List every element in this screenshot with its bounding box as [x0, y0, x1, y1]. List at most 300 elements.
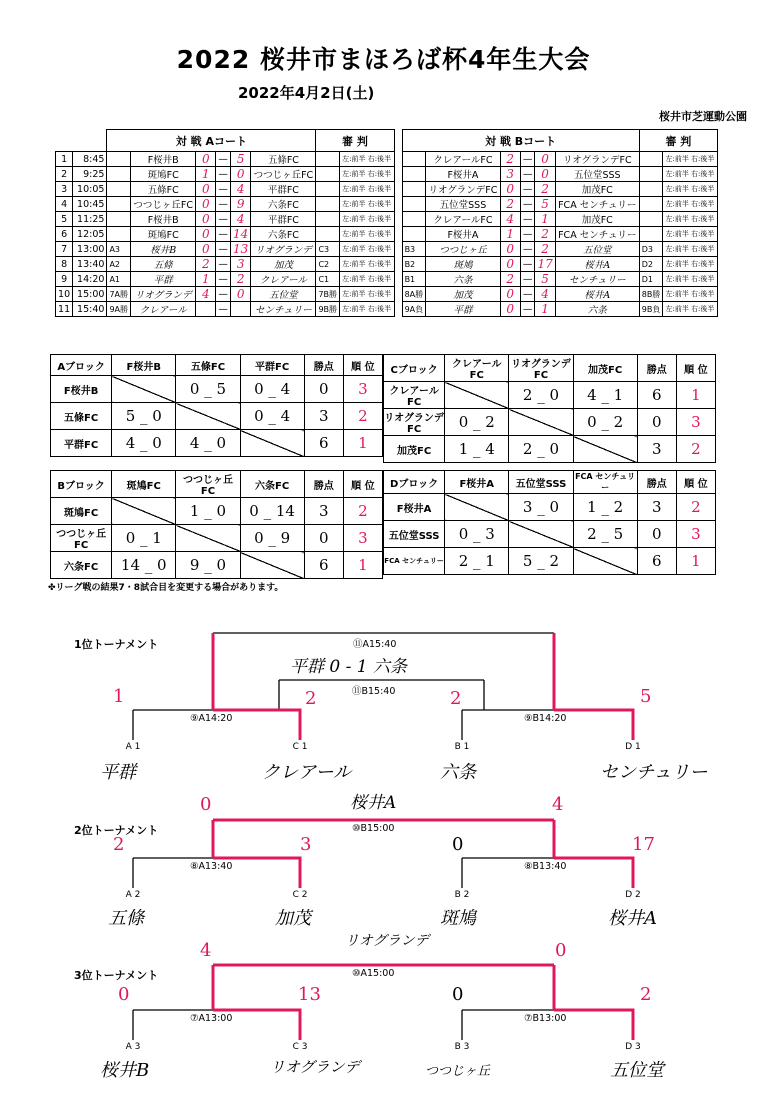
t2-slot-b2: B 2: [454, 890, 470, 900]
league-row-team: 斑鳩FC: [51, 498, 112, 525]
sched-a-s2: 14: [230, 227, 250, 242]
ref-cell: 左:前半 右:後半: [340, 167, 394, 182]
sched-a-home: クレアール: [131, 302, 196, 317]
points-cell: 0: [637, 409, 676, 436]
ref-cell: 左:前半 右:後半: [663, 302, 718, 317]
sched-a-s1: 4: [196, 287, 216, 302]
sched-b-s2: 2: [535, 182, 555, 197]
sched-a-away: リオグランデ: [251, 242, 316, 257]
t3-score-a3: 0: [118, 984, 130, 1005]
rank-cell: 3: [343, 525, 382, 552]
sched-b-home: リオグランデFC: [426, 182, 500, 197]
sched-no: 6: [56, 227, 73, 242]
sched-time: 8:45: [73, 152, 107, 167]
points-header: 勝点: [637, 355, 676, 382]
sched-b-away: リオグランデFC: [555, 152, 639, 167]
sched-no: 8: [56, 257, 73, 272]
t2-score-c2: 3: [300, 834, 312, 855]
league-row-team: つつじヶ丘FC: [51, 525, 112, 552]
t3-score-d3: 2: [640, 984, 652, 1005]
ref-cell: 左:前半 右:後半: [663, 167, 718, 182]
points-header: 勝点: [304, 355, 343, 376]
points-cell: 0: [637, 521, 676, 548]
match-result: 0 _ 1: [112, 525, 176, 552]
t1-slot-c1: C 1: [292, 742, 308, 752]
sched-b-s1: 0: [500, 242, 520, 257]
t2-score-b2: 0: [452, 834, 464, 855]
sched-b-s1: 0: [500, 287, 520, 302]
sched-time: 13:00: [73, 242, 107, 257]
league-row-team: クレアールFC: [384, 382, 445, 409]
sched-a-away: クレアール: [251, 272, 316, 287]
t2-team-a2: 五條: [108, 908, 144, 929]
sched-b-s2: 1: [535, 212, 555, 227]
sched-b-s2: 5: [535, 272, 555, 287]
sched-a-s2: 4: [230, 212, 250, 227]
sched-b-s1: 0: [500, 257, 520, 272]
t3-slot-a3: A 3: [125, 1042, 141, 1052]
t2-final-score-left: 0: [200, 794, 212, 815]
t3-semi-b: ⑦B13:00: [524, 1013, 567, 1024]
court-b-ref-header: 審 判: [639, 130, 717, 152]
league-col-team: 斑鳩FC: [112, 471, 176, 498]
sched-a-home: 五條: [131, 257, 196, 272]
match-result: 14 _ 0: [112, 552, 176, 579]
sched-b-s1: 2: [500, 272, 520, 287]
sched-a-s1: 0: [196, 197, 216, 212]
match-result: 2 _ 5: [573, 521, 637, 548]
t1-score-b1: 2: [450, 688, 462, 709]
t3-team-a3: 桜井B: [100, 1060, 150, 1081]
match-result: 0 _ 9: [240, 525, 304, 552]
sched-a-away: 平群FC: [251, 212, 316, 227]
league-row-team: FCA センチュリー: [384, 548, 445, 575]
league-row-team: F桜井A: [384, 494, 445, 521]
sched-a-s1: 2: [196, 257, 216, 272]
sched-b-lbl1: 9A負: [402, 302, 426, 317]
league-name: Aブロック: [51, 355, 112, 376]
rank-header: 順 位: [676, 471, 715, 494]
sched-no: 5: [56, 212, 73, 227]
ref-cell: 左:前半 右:後半: [340, 287, 394, 302]
sched-no: 4: [56, 197, 73, 212]
sched-b-home: F桜井A: [426, 167, 500, 182]
sched-b-away: 五位堂SSS: [555, 167, 639, 182]
sched-a-home: 斑鳩FC: [131, 227, 196, 242]
sched-b-s2: 0: [535, 167, 555, 182]
score-dash: —: [520, 287, 535, 302]
league-row-team: 平群FC: [51, 430, 112, 457]
league-name: Dブロック: [384, 471, 445, 494]
t3-final-score-right: 0: [555, 940, 567, 961]
court-b-header: 対 戦 Bコート: [402, 130, 639, 152]
points-cell: 6: [637, 382, 676, 409]
sched-a-s2: 0: [230, 287, 250, 302]
sched-b-s1: 2: [500, 197, 520, 212]
sched-b-s2: 17: [535, 257, 555, 272]
sched-a-away: 五位堂: [251, 287, 316, 302]
sched-no: 10: [56, 287, 73, 302]
t1-third-result: 平群 0 - 1 六条: [290, 657, 407, 677]
score-dash: —: [216, 182, 231, 197]
match-result: 1 _ 4: [445, 436, 509, 463]
rank-cell: 2: [343, 498, 382, 525]
score-dash: —: [216, 272, 231, 287]
rank-cell: 3: [676, 409, 715, 436]
t2-score-d2: 17: [632, 834, 655, 855]
match-result: 1 _ 0: [176, 498, 240, 525]
sched-b-home: F桜井A: [426, 227, 500, 242]
league-col-team: 加茂FC: [573, 355, 637, 382]
score-dash: —: [520, 227, 535, 242]
league-row-team: 六条FC: [51, 552, 112, 579]
ref-cell: 左:前半 右:後半: [340, 272, 394, 287]
sched-time: 12:05: [73, 227, 107, 242]
score-dash: —: [520, 272, 535, 287]
sched-a-s2: 9: [230, 197, 250, 212]
match-result: 0 _ 14: [240, 498, 304, 525]
venue: 桜井市芝運動公園: [659, 110, 747, 123]
t3-score-c3: 13: [298, 984, 321, 1005]
sched-b-lbl1: 8A勝: [402, 287, 426, 302]
sched-b-s1: 3: [500, 167, 520, 182]
match-result: 2 _ 1: [445, 548, 509, 575]
score-dash: —: [520, 182, 535, 197]
ref-cell: 左:前半 右:後半: [663, 257, 718, 272]
sched-a-s1: 1: [196, 167, 216, 182]
score-dash: —: [216, 212, 231, 227]
score-dash: —: [216, 152, 231, 167]
league-col-team: 六条FC: [240, 471, 304, 498]
sched-b-s1: 0: [500, 302, 520, 317]
rank-cell: 1: [676, 548, 715, 575]
sched-a-home: F桜井B: [131, 212, 196, 227]
t2-semi-b: ⑧B13:40: [524, 861, 567, 872]
ref-cell: 左:前半 右:後半: [663, 152, 718, 167]
ref-cell: 左:前半 右:後半: [340, 257, 394, 272]
sched-no: 11: [56, 302, 73, 317]
sched-no: 3: [56, 182, 73, 197]
match-result: 5 _ 2: [509, 548, 573, 575]
league-col-team: 五條FC: [176, 355, 240, 376]
match-result: 4 _ 0: [112, 430, 176, 457]
sched-b-away: 桜井A: [555, 287, 639, 302]
sched-b-away: 加茂FC: [555, 182, 639, 197]
rank-cell: 2: [343, 403, 382, 430]
sched-a-lbl2: 7B勝: [316, 287, 340, 302]
match-result: 2 _ 0: [509, 436, 573, 463]
sched-a-lbl1: 9A勝: [107, 302, 131, 317]
league-col-team: F桜井B: [112, 355, 176, 376]
rank-cell: 1: [676, 382, 715, 409]
sched-a-s2: 3: [230, 257, 250, 272]
t2-final-match: ⑩B15:00: [352, 823, 395, 834]
league-col-team: FCA センチュリー: [573, 471, 637, 494]
sched-time: 10:45: [73, 197, 107, 212]
sched-a-s1: 0: [196, 212, 216, 227]
rank-cell: 3: [676, 521, 715, 548]
sched-a-away: 五條FC: [251, 152, 316, 167]
sched-time: 15:40: [73, 302, 107, 317]
sched-b-away: 五位堂: [555, 242, 639, 257]
score-dash: —: [520, 152, 535, 167]
t1-team-c1: クレアール: [262, 762, 352, 783]
match-result: 0 _ 4: [240, 403, 304, 430]
score-dash: —: [216, 302, 231, 317]
ref-cell: 左:前半 右:後半: [663, 287, 718, 302]
rank-header: 順 位: [343, 355, 382, 376]
ref-cell: 左:前半 右:後半: [340, 182, 394, 197]
sched-a-s1: 0: [196, 227, 216, 242]
league-col-team: 五位堂SSS: [509, 471, 573, 494]
sched-a-away: つつじヶ丘FC: [251, 167, 316, 182]
sched-time: 14:20: [73, 272, 107, 287]
sched-b-s2: 4: [535, 287, 555, 302]
ref-cell: 左:前半 右:後半: [663, 182, 718, 197]
points-header: 勝点: [304, 471, 343, 498]
sched-b-home: 五位堂SSS: [426, 197, 500, 212]
league-row-team: 加茂FC: [384, 436, 445, 463]
sched-b-away: 六条: [555, 302, 639, 317]
league-col-team: つつじヶ丘FC: [176, 471, 240, 498]
t1-third-match: ⑪B15:40: [352, 686, 396, 697]
ref-cell: 左:前半 右:後半: [340, 227, 394, 242]
sched-b-s1: 4: [500, 212, 520, 227]
t3-slot-c3: C 3: [292, 1042, 308, 1052]
sched-a-s2: 13: [230, 242, 250, 257]
ref-cell: 左:前半 右:後半: [340, 212, 394, 227]
sched-b-s2: 0: [535, 152, 555, 167]
match-result: 0 _ 3: [445, 521, 509, 548]
score-dash: —: [216, 257, 231, 272]
sched-a-lbl1: A1: [107, 272, 131, 287]
sched-a-s1: 1: [196, 272, 216, 287]
t2-team-c2: 加茂: [275, 908, 311, 929]
sched-b-s1: 0: [500, 182, 520, 197]
points-cell: 3: [304, 403, 343, 430]
sched-b-s2: 5: [535, 197, 555, 212]
sched-b-s1: 1: [500, 227, 520, 242]
sched-a-lbl1: A2: [107, 257, 131, 272]
rank-cell: 1: [343, 430, 382, 457]
league-name: Bブロック: [51, 471, 112, 498]
rank-cell: 1: [343, 552, 382, 579]
points-cell: 3: [637, 494, 676, 521]
points-cell: 0: [304, 525, 343, 552]
score-dash: —: [520, 197, 535, 212]
points-cell: 6: [304, 430, 343, 457]
sched-b-s1: 2: [500, 152, 520, 167]
sched-a-home: 五條FC: [131, 182, 196, 197]
points-cell: 3: [637, 436, 676, 463]
t1-team-d1: センチュリー: [600, 762, 708, 783]
points-cell: 6: [304, 552, 343, 579]
match-result: 4 _ 0: [176, 430, 240, 457]
match-result: 0 _ 5: [176, 376, 240, 403]
sched-b-lbl2: D2: [639, 257, 663, 272]
match-result: 9 _ 0: [176, 552, 240, 579]
t1-score-c1: 2: [305, 688, 317, 709]
match-result: 3 _ 0: [509, 494, 573, 521]
ref-cell: 左:前半 右:後半: [663, 242, 718, 257]
score-dash: —: [216, 227, 231, 242]
t2-winner: 桜井A: [350, 793, 397, 813]
sched-a-lbl2: C3: [316, 242, 340, 257]
sched-b-lbl1: B2: [402, 257, 426, 272]
t2-semi-a: ⑧A13:40: [190, 861, 233, 872]
score-dash: —: [520, 302, 535, 317]
sched-b-away: 加茂FC: [555, 212, 639, 227]
points-cell: 0: [304, 376, 343, 403]
sched-b-lbl1: B3: [402, 242, 426, 257]
sched-a-home: 桜井B: [131, 242, 196, 257]
sched-a-home: つつじヶ丘FC: [131, 197, 196, 212]
sched-b-s2: 2: [535, 242, 555, 257]
sched-b-home: 加茂: [426, 287, 500, 302]
t1-slot-d1: D 1: [625, 742, 641, 752]
t2-slot-c2: C 2: [292, 890, 308, 900]
sched-a-s1: 0: [196, 182, 216, 197]
rank-header: 順 位: [676, 355, 715, 382]
t3-score-b3: 0: [452, 984, 464, 1005]
match-result: 0 _ 2: [573, 409, 637, 436]
t3-winner: リオグランデ: [345, 933, 429, 949]
sched-a-home: F桜井B: [131, 152, 196, 167]
sched-b-s2: 1: [535, 302, 555, 317]
t2-label: 2位トーナメント: [74, 824, 159, 837]
sched-a-lbl2: C1: [316, 272, 340, 287]
sched-b-lbl2: 8B勝: [639, 287, 663, 302]
t2-score-a2: 2: [113, 834, 125, 855]
sched-a-home: 平群: [131, 272, 196, 287]
score-dash: —: [520, 242, 535, 257]
league-col-team: クレアールFC: [445, 355, 509, 382]
league-row-team: 五條FC: [51, 403, 112, 430]
sched-time: 15:00: [73, 287, 107, 302]
sched-b-away: センチュリー: [555, 272, 639, 287]
sched-no: 2: [56, 167, 73, 182]
score-dash: —: [216, 167, 231, 182]
sched-a-home: リオグランデ: [131, 287, 196, 302]
t1-team-a1: 平群: [100, 762, 136, 783]
sched-b-home: 平群: [426, 302, 500, 317]
t2-team-d2: 桜井A: [608, 908, 657, 929]
sched-a-away: 平群FC: [251, 182, 316, 197]
t3-team-d3: 五位堂: [610, 1060, 664, 1081]
league-row-team: リオグランデFC: [384, 409, 445, 436]
t1-semi-a: ⑨A14:20: [190, 713, 233, 724]
sched-a-away: センチュリー: [251, 302, 316, 317]
sched-time: 10:05: [73, 182, 107, 197]
points-header: 勝点: [637, 471, 676, 494]
sched-time: 13:40: [73, 257, 107, 272]
t2-team-b2: 斑鳩: [440, 908, 476, 929]
t1-team-b1: 六条: [440, 762, 476, 783]
sched-b-s2: 2: [535, 227, 555, 242]
sched-a-s1: 0: [196, 242, 216, 257]
sched-b-away: FCA センチュリー: [555, 227, 639, 242]
sched-b-home: クレアールFC: [426, 152, 500, 167]
ref-cell: 左:前半 右:後半: [340, 242, 394, 257]
sched-b-lbl2: D3: [639, 242, 663, 257]
t3-final-score-left: 4: [200, 940, 212, 961]
court-a-header: 対 戦 Aコート: [107, 130, 316, 152]
score-dash: —: [520, 167, 535, 182]
rank-cell: 3: [343, 376, 382, 403]
league-row-team: F桜井B: [51, 376, 112, 403]
t1-final-match: ⑪A15:40: [353, 639, 397, 650]
sched-no: 1: [56, 152, 73, 167]
ref-cell: 左:前半 右:後半: [340, 152, 394, 167]
match-result: 2 _ 0: [509, 382, 573, 409]
league-col-team: 平群FC: [240, 355, 304, 376]
match-result: 0 _ 4: [240, 376, 304, 403]
sched-b-home: つつじヶ丘: [426, 242, 500, 257]
ref-cell: 左:前半 右:後半: [663, 227, 718, 242]
t2-final-score-right: 4: [552, 794, 564, 815]
rank-cell: 2: [676, 494, 715, 521]
sched-b-away: FCA センチュリー: [555, 197, 639, 212]
ref-cell: 左:前半 右:後半: [663, 197, 718, 212]
sched-a-s2: 4: [230, 182, 250, 197]
page-title: 2022 桜井市まほろば杯4年生大会: [176, 45, 591, 74]
league-col-team: F桜井A: [445, 471, 509, 494]
league-row-team: 五位堂SSS: [384, 521, 445, 548]
sched-a-away: 加茂: [251, 257, 316, 272]
sched-a-lbl2: C2: [316, 257, 340, 272]
sched-b-lbl2: D1: [639, 272, 663, 287]
sched-a-lbl2: 9B勝: [316, 302, 340, 317]
score-dash: —: [216, 242, 231, 257]
t3-semi-a: ⑦A13:00: [190, 1013, 233, 1024]
sched-b-home: クレアールFC: [426, 212, 500, 227]
t3-team-b3: つつじヶ丘: [425, 1064, 491, 1079]
t3-label: 3位トーナメント: [74, 969, 159, 982]
rank-header: 順 位: [343, 471, 382, 498]
sched-a-lbl1: 7A勝: [107, 287, 131, 302]
sched-no: 9: [56, 272, 73, 287]
sched-a-home: 斑鳩FC: [131, 167, 196, 182]
ref-cell: 左:前半 右:後半: [663, 272, 718, 287]
score-dash: —: [216, 197, 231, 212]
match-result: 4 _ 1: [573, 382, 637, 409]
points-cell: 6: [637, 548, 676, 575]
sched-a-s1: 0: [196, 152, 216, 167]
league-name: Cブロック: [384, 355, 445, 382]
t1-semi-b: ⑨B14:20: [524, 713, 567, 724]
sched-a-s2: 2: [230, 272, 250, 287]
ref-cell: 左:前半 右:後半: [340, 197, 394, 212]
sched-a-s2: 5: [230, 152, 250, 167]
sched-b-home: 斑鳩: [426, 257, 500, 272]
event-date: 2022年4月2日(土): [238, 84, 375, 102]
t2-slot-a2: A 2: [125, 890, 141, 900]
sched-no: 7: [56, 242, 73, 257]
ref-cell: 左:前半 右:後半: [340, 302, 394, 317]
sched-b-lbl1: B1: [402, 272, 426, 287]
sched-b-away: 桜井A: [555, 257, 639, 272]
match-result: 0 _ 2: [445, 409, 509, 436]
court-a-ref-header: 審 判: [316, 130, 394, 152]
match-result: 1 _ 2: [573, 494, 637, 521]
ref-cell: 左:前半 右:後半: [663, 212, 718, 227]
score-dash: —: [216, 287, 231, 302]
sched-time: 11:25: [73, 212, 107, 227]
t2-slot-d2: D 2: [625, 890, 641, 900]
sched-b-lbl2: 9B負: [639, 302, 663, 317]
t1-score-a1: 1: [113, 686, 125, 707]
sched-a-s2: 0: [230, 167, 250, 182]
